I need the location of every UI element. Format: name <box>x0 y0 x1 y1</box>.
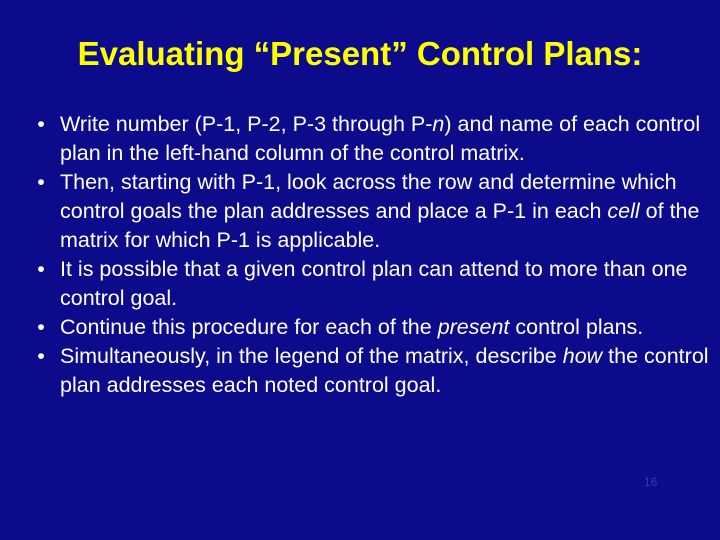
slide-title: Evaluating “Present” Control Plans: <box>77 35 643 72</box>
bullet-text-italic: how <box>562 344 603 368</box>
bullet-text-italic: cell <box>607 199 640 223</box>
bullet-item <box>34 313 714 342</box>
bullet-text: Continue this procedure for each of the <box>60 315 438 339</box>
bullet-text: ) and name of each control plan in the left-hand column of the control matrix. <box>60 112 701 165</box>
bullet-dot-icon: • <box>37 315 45 339</box>
bullet-text: Write number (P-1, P-2, P-3 through P- <box>60 112 433 136</box>
bullet-text-italic: present <box>437 315 510 339</box>
bullet-item <box>34 110 714 168</box>
bullet-text: Simultaneously, in the legend of the matrix, describe <box>60 344 563 368</box>
bullet-text: of the matrix for which P-1 is applicable. <box>60 199 700 252</box>
bullet-text: It is possible that a given control plan can attend to more than one control goal. <box>60 257 688 310</box>
bullet-item <box>34 168 714 255</box>
bullet-text: control plans. <box>509 315 644 339</box>
bullet-item <box>34 255 714 313</box>
bullet-list <box>34 110 714 400</box>
bullet-text-italic: n <box>432 112 445 136</box>
bullet-dot-icon: • <box>37 170 45 194</box>
bullet-text: Then, starting with P-1, look across the row and determine which control goals the plan addresses and place a P-1 in each <box>60 170 677 223</box>
bullet-text: the control plan addresses each noted control goal. <box>60 344 709 397</box>
bullet-item <box>34 342 714 400</box>
bullet-dot-icon: • <box>37 112 45 136</box>
bullet-dot-icon: • <box>37 344 45 368</box>
bullet-dot-icon: • <box>37 257 45 281</box>
page-number: 16 <box>644 475 658 489</box>
